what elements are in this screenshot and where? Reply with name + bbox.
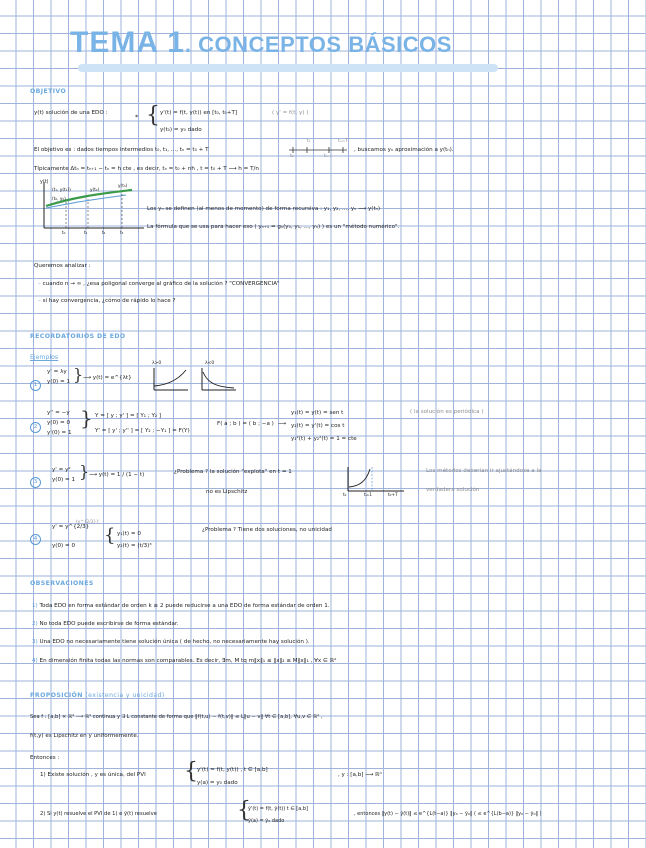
bullet-2-text: si hay convergencia, ¿cómo de rápido lo hace ? <box>42 298 176 304</box>
objetivo-line2b: , buscamos yₙ aproximación a y(tₙ). <box>354 147 454 153</box>
prop-p2-brace: { <box>237 798 251 823</box>
ex1-eq2: y(0) = 1 <box>47 379 71 385</box>
ex1-eq1: y' = λy <box>47 369 67 375</box>
ex2-F: F( a ; b ) = ( b ; −a ) <box>217 421 274 427</box>
ex3-eq2: y(0) = 1 <box>52 477 76 483</box>
ex3-eq1: y' = y² <box>52 467 71 473</box>
ex1-label-neg: λ<0 <box>205 361 215 366</box>
obs-2 <box>32 621 179 627</box>
obs-2-text: No toda EDO puede escribirse de forma estándar. <box>39 621 179 627</box>
ex1-number-badge: 1 <box>30 380 41 391</box>
ex1-brace: } <box>73 365 84 384</box>
graph-p1: (t₁, y(t₁)) <box>52 188 71 193</box>
graph-x-t2: t₂ <box>102 231 106 236</box>
ex3-brace: } <box>79 462 90 481</box>
ex2-r1: y₁(t) = y(t) = sen t <box>291 410 344 416</box>
ex2-number-badge: 2 <box>30 422 41 433</box>
ex4-brace: { <box>104 525 116 546</box>
ex4-number <box>30 525 41 545</box>
ex1-graph-pos <box>150 366 190 394</box>
bullet-1: – cuando n → ∞ , ¿esa poligonal converge al gráfico de la solución ? "CONVERGENCIA" <box>38 281 280 287</box>
obs-1 <box>32 603 330 609</box>
ex2-r3: y₁²(t) + y₂²(t) = 1 = cte <box>291 436 357 442</box>
proposicion-subtitle: (existencia y unicidad) <box>85 692 165 699</box>
prop-p2-sys2: ỹ(a) = ỹ₀ dado <box>248 818 285 824</box>
ejemplos-label: Ejemplos <box>30 354 59 361</box>
ex2-matrix1: Y = [ y ; y' ] = [ Y₁ ; Y₂ ] <box>95 413 162 419</box>
ex3-ax-tT: t₀+T <box>388 493 398 498</box>
heading-proposicion <box>30 692 165 699</box>
objetivo-sys2: y(t₀) = y₀ dado <box>160 127 202 133</box>
prop-entonces: Entonces : <box>30 755 60 761</box>
ex2-eq3: y'(0) = 1 <box>47 430 72 436</box>
axis-bot-tn1: tₙ₋₁ <box>324 154 332 159</box>
prop-p1-brace: { <box>184 759 198 784</box>
graph-x-t0: t₀ <box>62 231 66 236</box>
obs-3-text: Una EDO no necesariamente tiene solución única ( de hecho, no necesariamente hay solución ). <box>39 639 310 645</box>
ex3-ax-t0: t₀ <box>343 493 347 498</box>
obs-4-num: 4) <box>32 658 38 664</box>
graph-x-t1: t₁ <box>84 231 88 236</box>
bullet-2: – si hay convergencia, ¿cómo de rápido lo hace ? <box>38 298 176 304</box>
ex3-note1: Los métodos deberían ir ajustándose a la <box>426 468 542 474</box>
obs-4 <box>32 658 336 664</box>
brace-1: { <box>146 103 160 128</box>
graph-p2: y(t₂) <box>90 188 100 193</box>
objetivo-sys1-note: ( y' = f(t, y) ) <box>272 110 309 116</box>
obs-4-text: En dimensión finita todas las normas son comparables. Es decir, ∃m, M tq m‖x‖₁ ≤ ‖x‖₂ ≤ M‖x‖₁ , ∀x ∈ ℝᵈ <box>39 658 337 664</box>
prop-p1a: 1) Existe solución , y es única, del PVI <box>40 772 146 778</box>
ex3-number <box>30 468 41 488</box>
ex2-r2: y₂(t) = y'(t) = cos t <box>291 423 345 429</box>
heading-recordatorios: RECORDATORIOS DE EDO <box>30 333 126 340</box>
ex4-eq2: y(0) = 0 <box>52 543 76 549</box>
ex4-eq1: y' = y^{2/3} <box>52 524 90 530</box>
prop-p2-sys1: ỹ'(t) = f(t, ỹ(t)) t ∈ [a,b] <box>248 806 308 812</box>
ex1-label-pos: λ>0 <box>152 361 162 366</box>
ex4-s2: y₂(t) = (t/3)³ <box>117 543 152 549</box>
obs-3 <box>32 639 310 645</box>
ex4-number-badge: 4 <box>30 534 41 545</box>
objetivo-star: * <box>135 113 139 121</box>
ex2-arrow: ⟶ <box>278 421 287 427</box>
ex1-graph-neg <box>198 366 238 394</box>
ex1-result: ⟶ y(t) = e^{λt} <box>83 375 132 381</box>
prop-p1b: , y : [a,b] ⟶ ℝᵈ <box>338 772 382 778</box>
graph-ylabel: y(t) <box>40 180 49 185</box>
prop-p1-sys1: y'(t) = f(t, y(t)) , t ∈ [a,b] <box>197 767 268 773</box>
prop-p1-sys2: y(a) = y₀ dado <box>197 780 238 786</box>
ex2-note: ( la solución es periódica ) <box>410 409 484 415</box>
ex4-problem: ¿Problema ? Tiene dos soluciones, no unicidad <box>202 527 332 533</box>
title-sub: . CONCEPTOS BÁSICOS <box>184 32 452 57</box>
bullet-1-text: cuando n → ∞ , ¿esa poligonal converge al gráfico de la solución ? "CONVERGENCIA" <box>42 281 280 287</box>
title-underline <box>78 64 498 72</box>
prop-p2a: 2) Si y(t) resuelve el PVI de 1) e ỹ(t) resuelve <box>40 811 157 817</box>
axis-top-tn: tₙ=T <box>338 139 349 144</box>
ex2-matrix2: Y' = [ y' ; y'' ] = [ Y₂ ; −Y₁ ] = F(Y) <box>95 428 190 434</box>
graph-p3: y(t₃) <box>118 184 128 189</box>
proposicion-title: PROPOSICIÓN <box>30 692 83 699</box>
prop-line2: f(t,y) es Lipschitz en y uniformemente. <box>30 733 139 739</box>
ex3-problem: ¿Problema ? la solución "explota" en t = 1 <box>174 469 292 475</box>
ex2-eq1: y'' = −y <box>47 410 70 416</box>
title-main: TEMA 1 <box>70 26 185 59</box>
obs-1-num: 1) <box>32 603 38 609</box>
graph-x-t3: t₃ <box>120 231 124 236</box>
ex2-brace: } <box>80 406 93 430</box>
ex4-rhs: (y^{2/3})' <box>76 520 100 525</box>
page-title <box>70 26 452 60</box>
obs-2-num: 2) <box>32 621 38 627</box>
objetivo-right2: La fórmula que se usa para hacer eso ( yₙ₊₁ = gₙ(y₀, y₁, ..., yₙ) ) es un "método numérico". <box>147 224 400 230</box>
heading-observaciones: OBSERVACIONES <box>30 580 94 587</box>
obs-1-text: Toda EDO en forma estándar de orden k ≥ 2 puede reducirse a una EDO de forma estándar de orden 1. <box>39 603 330 609</box>
ex4-s1: y₁(t) = 0 <box>117 531 141 537</box>
ex2-number <box>30 413 41 433</box>
ex3-lipschitz: no es Lipschitz <box>206 489 248 495</box>
axis-top-t1: t₁ <box>307 139 311 144</box>
objetivo-line1: y(t) solución de una EDO : <box>34 110 108 116</box>
axis-bot-t0: t₀ <box>290 154 294 159</box>
graph-p0: (t₀, y₀) <box>52 197 66 202</box>
obs-3-num: 3) <box>32 639 38 645</box>
ex3-number-badge: 3 <box>30 477 41 488</box>
ex1-number <box>30 371 41 391</box>
ex3-note2: verdadera solución <box>426 487 480 493</box>
objetivo-line2a: El objetivo es : dados tiempos intermedios t₀, t₁, ..., tₙ = t₀ + T <box>34 147 209 153</box>
ex3-ax-t1: t=1 <box>364 493 373 498</box>
heading-objetivo: OBJETIVO <box>30 88 67 95</box>
queremos-label: Queremos analizar : <box>34 263 91 269</box>
ex2-eq2: y(0) = 0 <box>47 420 71 426</box>
objetivo-line3: Típicamente Δtₙ = tₙ₊₁ − tₙ = h cte , es decir, tₙ = t₀ + nh , t = t₀ + T ⟶ h = T/n <box>34 166 259 172</box>
objetivo-sys1: y'(t) = f(t, y(t)) en [t₀, t₀+T] <box>160 110 238 116</box>
objetivo-right1: Los yₙ se definen (al menos de momento) de forma recursiva : y₁, y₂, ..., yₙ ⟶ y(tₙ) <box>147 206 381 212</box>
ex3-result: ⟶ y(t) = 1 / (1 − t) <box>89 472 145 478</box>
prop-p2b: , entonces ‖y(t) − ỹ(t)‖ ≤ e^{L(t−a)} ‖y₀ − ỹ₀‖ ( ≤ e^{L(b−a)} ‖y₀ − ỹ₀‖ ) <box>354 811 542 817</box>
prop-line1: Sea f : [a,b] × ℝᵈ ⟶ ℝᵈ continua y ∃ L constante de forma que ‖f(t,u) − f(t,v)‖ ≤ L‖u − v‖ ∀t ∈ [a,b], ∀u,v ∈ ℝᵈ , <box>30 714 323 720</box>
